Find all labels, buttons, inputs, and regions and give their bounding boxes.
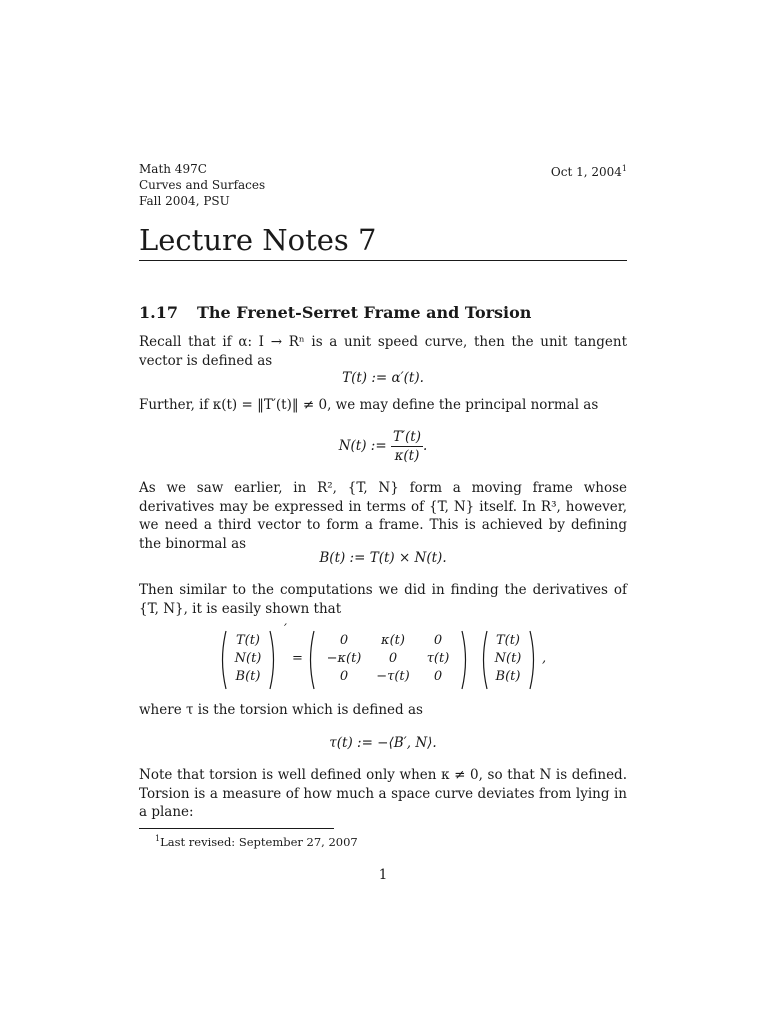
document-header	[139, 161, 627, 209]
right-paren-1	[269, 630, 277, 690]
equals-sign: =	[292, 651, 303, 666]
trailing-comma: ,	[542, 651, 547, 666]
fraction-numerator: T′(t)	[392, 429, 421, 445]
page-number: 1	[378, 867, 388, 883]
equation-torsion: τ(t) := −⟨B′, N⟩.	[329, 735, 437, 751]
paragraph-derivatives: Then similar to the computations we did in finding the derivatives of {T, N}, it is easily shown that	[139, 582, 627, 617]
lhs-entry: B(t)	[235, 669, 261, 684]
footnote-text: Last revised: September 27, 2007	[160, 834, 358, 849]
subject-label: Curves and Surfaces	[139, 178, 266, 192]
title-rule	[139, 260, 627, 261]
matrix-entry: 0	[339, 633, 349, 648]
matrix-entry: 0	[339, 669, 349, 684]
equation-normal-lhs: N(t) :=	[338, 438, 387, 454]
matrix-entry: 0	[433, 669, 443, 684]
left-paren-1	[219, 630, 227, 690]
matrix-entry: κ(t)	[381, 633, 405, 648]
left-paren-3	[480, 630, 488, 690]
left-paren-2	[307, 630, 315, 690]
right-paren-2	[461, 630, 469, 690]
lecture-page	[139, 0, 627, 1024]
matrix-entry: −τ(t)	[376, 669, 410, 684]
paragraph-torsion-note: Note that torsion is well defined only when κ ≠ 0, so that N is defined. Torsion is a measure of how much a space curve deviates from lying in a plane:	[139, 767, 627, 820]
matrix-entry: τ(t)	[426, 651, 450, 666]
equation-normal	[139, 428, 627, 465]
lhs-entry: T(t)	[235, 633, 261, 648]
equation-tangent: T(t) := α′(t).	[342, 370, 424, 386]
date-footnote-mark: 1	[621, 164, 627, 173]
matrix-entry: 0	[388, 651, 398, 666]
frenet-serret-matrix-equation	[139, 622, 627, 690]
term-label: Fall 2004, PSU	[139, 194, 230, 208]
footnote-mark: 1	[155, 834, 161, 843]
matrix-entry: −κ(t)	[326, 651, 362, 666]
rhs-vector	[489, 630, 527, 690]
rhs-entry: T(t)	[495, 633, 521, 648]
equation-binormal: B(t) := T(t) × N(t).	[319, 550, 447, 566]
footnote	[155, 832, 358, 849]
fraction-denominator: κ(t)	[394, 448, 420, 464]
paragraph-unit-tangent: Recall that if α: I → Rⁿ is a unit speed curve, then the unit tangent vector is defined as	[139, 334, 627, 369]
right-paren-3	[529, 630, 537, 690]
normal-fraction	[391, 428, 423, 465]
course-label: Math 497C	[139, 162, 207, 176]
matrix-entry: 0	[433, 633, 443, 648]
paragraph-principal-normal: Further, if κ(t) = ‖T′(t)‖ ≠ 0, we may define the principal normal as	[139, 397, 599, 413]
rhs-entry: N(t)	[494, 651, 522, 666]
section-heading	[139, 303, 531, 323]
lhs-vector	[229, 630, 267, 690]
section-number: 1.17	[139, 303, 178, 322]
paragraph-torsion-definition: where τ is the torsion which is defined as	[139, 702, 423, 718]
prime-mark: ′	[284, 622, 287, 637]
section-title: The Frenet-Serret Frame and Torsion	[197, 303, 532, 322]
paragraph-moving-frame: As we saw earlier, in R², {T, N} form a moving frame whose derivatives may be expressed in terms of {T, N} itself. In R³, however, we need a third vector to form a frame. This is achieved by defining the binormal as	[139, 480, 627, 552]
coefficient-matrix	[319, 630, 459, 690]
equation-normal-end: .	[422, 438, 428, 454]
date-label	[551, 161, 627, 180]
rhs-entry: B(t)	[495, 669, 521, 684]
date-text: Oct 1, 2004	[550, 165, 622, 179]
lhs-entry: N(t)	[234, 651, 262, 666]
footnote-rule	[139, 828, 334, 829]
page-title: Lecture Notes 7	[139, 223, 377, 257]
